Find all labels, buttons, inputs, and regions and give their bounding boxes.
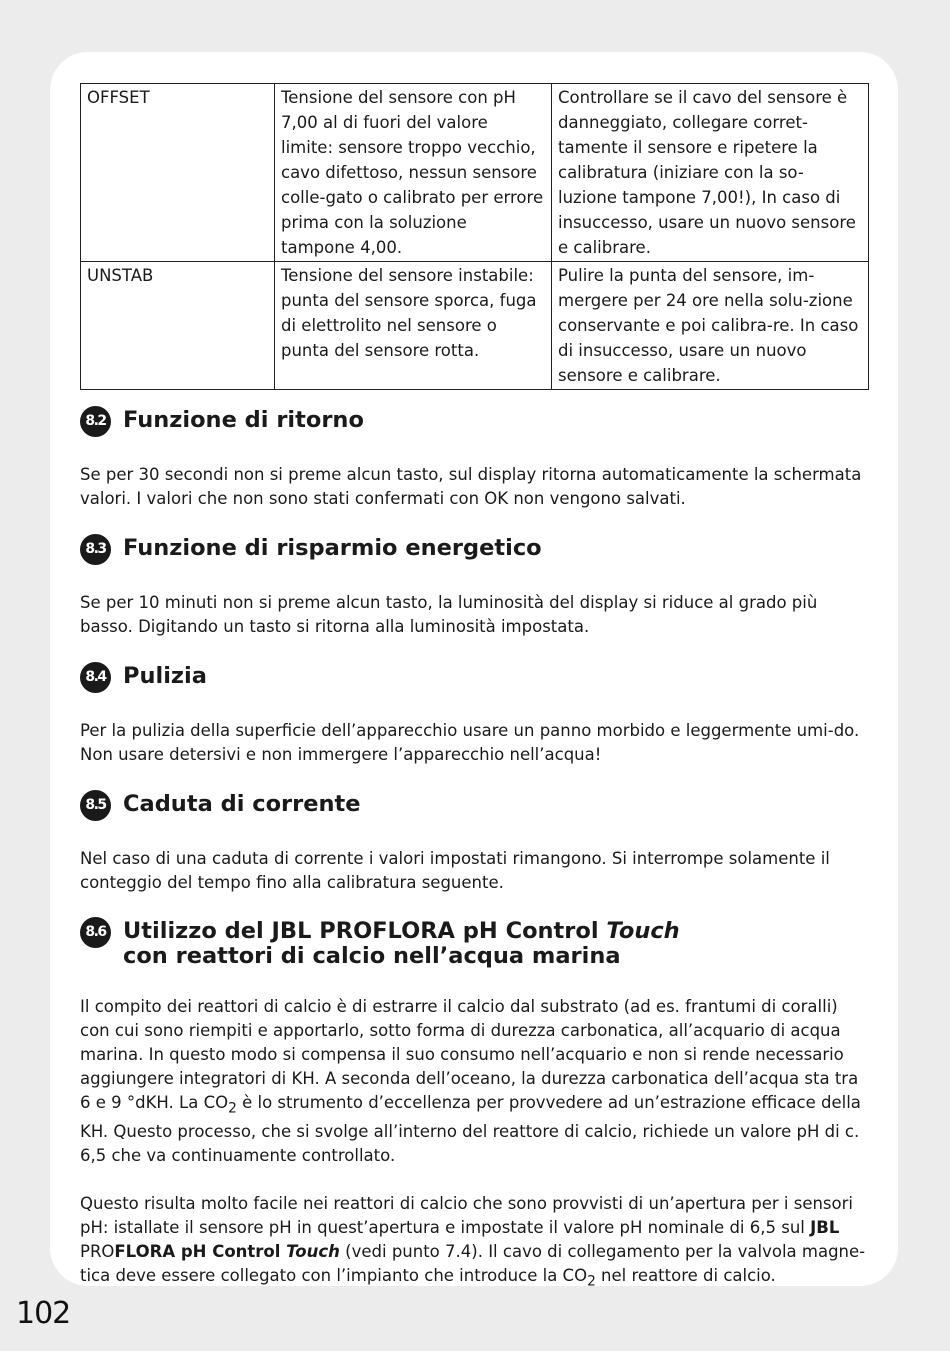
section-number-badge: 8.6 xyxy=(80,917,111,948)
error-code-cell: UNSTAB xyxy=(81,262,275,390)
text-run: (vedi punto 7.4). Il cavo di collegamento per la valvola magne-tica deve essere collegato con l’impianto che introduce la CO xyxy=(80,1242,866,1286)
section-number-badge: 8.4 xyxy=(80,662,111,693)
section-number-badge: 8.2 xyxy=(80,406,111,437)
bold-italic-run: Touch xyxy=(286,1242,340,1262)
table-row xyxy=(81,262,869,390)
title-line1 xyxy=(123,918,680,944)
subscript: 2 xyxy=(228,1100,237,1117)
title-text: Utilizzo del JBL PROFLORA pH Control xyxy=(123,918,607,944)
text-run: Questo risulta molto facile nei reattori di calcio che sono provvisti di un’apertura per i sensori pH: istallate il sensore pH in quest’apertura e impostate il valore pH nominale di 6,5 sul xyxy=(80,1194,853,1238)
section-heading xyxy=(80,664,869,693)
section-title: Pulizia xyxy=(123,663,207,689)
section-number-badge: 8.3 xyxy=(80,534,111,565)
error-remedy-cell: Controllare se il cavo del sensore è danneggiato, collegare corret-tamente il sensore e ripetere la calibratura (iniziare con la so-luzione tampone 7,00!), In caso di insuccesso, usare un nuovo sensore e calibrare. xyxy=(552,84,869,262)
table-row xyxy=(81,84,869,262)
section-heading xyxy=(80,536,869,565)
bold-run: FLORA pH Control xyxy=(114,1242,287,1262)
section-heading xyxy=(80,792,869,821)
section-body: Se per 30 secondi non si preme alcun tasto, sul display ritorna automaticamente la schermata valori. I valori che non sono stati confermati con OK non vengono salvati. xyxy=(80,465,862,508)
subscript: 2 xyxy=(587,1273,596,1290)
section-energy-saving xyxy=(80,536,869,639)
title-italic: Touch xyxy=(606,918,680,944)
section-number-badge: 8.5 xyxy=(80,790,111,821)
section-cleaning xyxy=(80,664,869,767)
text-run: Il compito dei reattori di calcio è di estrarre il calcio dal substrato (ad es. frantumi di coralli) con cui sono riempiti e apportarlo, sotto forma di durezza carbonatica, all’acquario di acqua marina. In questo modo si compensa il suo consumo nell’acquario e non si rende necessario aggiungere integratori di KH. A seconda dell’oceano, la durezza carbonatica dell’acqua sta tra 6 e 9 °dKH. La CO xyxy=(80,997,859,1112)
title-line2: con reattori di calcio nell’acqua marina xyxy=(123,943,621,969)
section-return-function xyxy=(80,408,869,511)
error-remedy-cell: Pulire la punta del sensore, im-mergere per 24 ore nella solu-zione conservante e poi calibra-re. In caso di insuccesso, usare un nuovo sensore e calibrare. xyxy=(552,262,869,390)
section-paragraph-2 xyxy=(80,1192,869,1293)
bold-run: JBL xyxy=(810,1218,840,1238)
section-body: Se per 10 minuti non si preme alcun tasto, la luminosità del display si riduce al grado più basso. Digitando un tasto si ritorna alla luminosità impostata. xyxy=(80,593,818,636)
text-run: nel reattore di calcio. xyxy=(595,1266,776,1286)
page-content xyxy=(80,83,869,1294)
section-title: Caduta di corrente xyxy=(123,791,361,817)
text-run: PRO xyxy=(80,1242,115,1262)
error-code-cell: OFFSET xyxy=(81,84,275,262)
section-title xyxy=(123,919,680,969)
section-paragraph-1 xyxy=(80,995,869,1168)
text-run: è lo strumento d’eccellenza per provvedere ad un’estrazione efficace della KH. Questo processo, che si svolge all’interno del reattore di calcio, richiede un valore pH di c. 6,5 che va continuamente controllato. xyxy=(80,1093,861,1166)
section-title: Funzione di ritorno xyxy=(123,407,364,433)
error-cause-cell: Tensione del sensore instabile: punta del sensore sporca, fuga di elettrolito nel sensore o punta del sensore rotta. xyxy=(275,262,552,390)
section-body: Per la pulizia della superficie dell’apparecchio usare un panno morbido e leggermente umi-do. Non usare detersivi e non immergere l’apparecchio nell’acqua! xyxy=(80,721,860,764)
section-title: Funzione di risparmio energetico xyxy=(123,535,542,561)
section-calcium-reactors xyxy=(80,919,869,1294)
section-power-failure xyxy=(80,792,869,895)
page-number: 102 xyxy=(16,1296,71,1331)
error-cause-cell: Tensione del sensore con pH 7,00 al di fuori del valore limite: sensore troppo vecchio, cavo difettoso, nessun sensore colle-gato o calibrato per errore prima con la soluzione tampone 4,00. xyxy=(275,84,552,262)
section-body: Nel caso di una caduta di corrente i valori impostati rimangono. Si interrompe solamente il conteggio del tempo fino alla calibratura seguente. xyxy=(80,849,830,892)
error-table xyxy=(80,83,869,390)
section-heading xyxy=(80,408,869,437)
section-heading xyxy=(80,919,869,969)
